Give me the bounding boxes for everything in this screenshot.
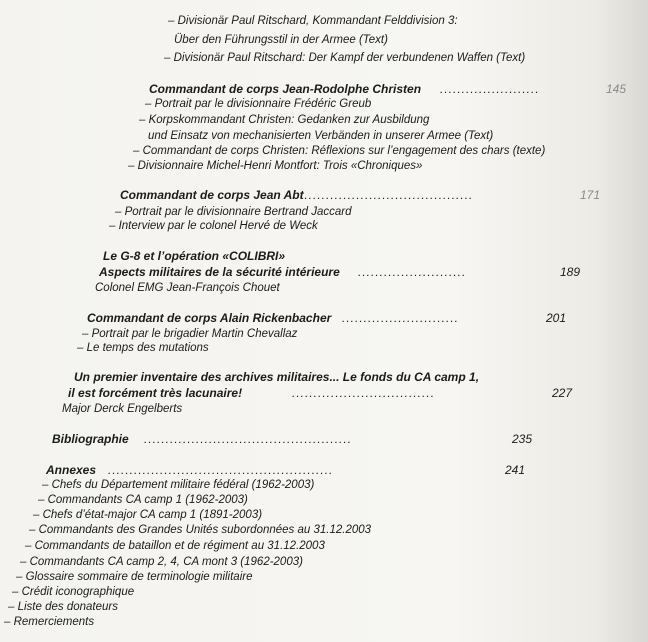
toc-item: – Portrait par le divisionnaire Frédéric Greub (145, 98, 372, 110)
toc-item: – Korpskommandant Christen: Gedanken zur Ausbildung (139, 114, 430, 126)
section-title-colibri: Le G-8 et l’opération «COLIBRI» (103, 249, 286, 263)
dot-leader: ........................................ (300, 188, 474, 202)
toc-item: – Commandants des Grandes Unités subordonnées au 31.12.2003 (29, 524, 372, 536)
toc-item: – Crédit iconographique (12, 586, 135, 598)
toc-item: Über den Führungsstil in der Armee (Text) (174, 34, 388, 46)
page-number: 227 (552, 386, 573, 400)
toc-item: – Commandant de corps Christen: Réflexions sur l’engagement des chars (texte) (133, 145, 546, 157)
toc-item: – Glossaire sommaire de terminologie militaire (16, 571, 253, 583)
dot-leader: ................................................ (144, 432, 353, 446)
toc-item: – Remerciements (4, 616, 95, 628)
toc-author: Colonel EMG Jean-François Chouet (95, 282, 280, 294)
page-number: 189 (560, 265, 581, 279)
dot-leader: ................................. (292, 386, 436, 400)
page-number: 235 (512, 432, 533, 446)
toc-item: – Commandants CA camp 2, 4, CA mont 3 (1962-2003) (20, 556, 303, 568)
page-number: 201 (546, 311, 567, 325)
section-title-colibri-line2: Aspects militaires de la sécurité intérieure (99, 265, 340, 279)
toc-item: – Portrait par le brigadier Martin Chevallaz (82, 328, 298, 340)
page-number: 241 (505, 463, 526, 477)
section-title-rickenbacher: Commandant de corps Alain Rickenbacher (87, 311, 332, 325)
toc-item: – Chefs du Département militaire fédéral (1962-2003) (42, 479, 315, 491)
section-title-archives: Un premier inventaire des archives militaires... Le fonds du CA camp 1, (74, 370, 480, 384)
section-title-archives-line2: il est forcément très lacunaire! (68, 386, 243, 400)
dot-leader: ........................... (342, 311, 460, 325)
dot-leader: .................................................... (108, 463, 334, 477)
toc-item: – Commandants CA camp 1 (1962-2003) (38, 494, 248, 506)
toc-author: Major Derck Engelberts (62, 403, 183, 415)
dot-leader: ....................... (440, 82, 540, 96)
page-number: 171 (580, 188, 601, 202)
toc-item: – Divisionnaire Michel-Henri Montfort: Trois «Chroniques» (128, 160, 423, 172)
section-title-bibliographie: Bibliographie (52, 432, 129, 446)
toc-item: – Interview par le colonel Hervé de Weck (109, 220, 318, 232)
toc-item: – Portrait par le divisionnaire Bertrand Jaccard (115, 206, 352, 218)
toc-item: und Einsatz von mechanisierten Verbänden in unserer Armee (Text) (148, 130, 494, 142)
section-title-annexes: Annexes (46, 463, 97, 477)
toc-item: – Divisionär Paul Ritschard, Kommandant Felddivision 3: (168, 15, 458, 27)
page-number: 145 (606, 82, 627, 96)
toc-item: – Divisionär Paul Ritschard: Der Kampf der verbundenen Waffen (Text) (164, 52, 526, 64)
toc-item: – Le temps des mutations (77, 342, 209, 354)
toc-item: – Liste des donateurs (8, 601, 118, 613)
dot-leader: ......................... (358, 265, 467, 279)
section-title-christen: Commandant de corps Jean-Rodolphe Christen (149, 82, 422, 96)
toc-item: – Chefs d’état-major CA camp 1 (1891-2003) (33, 509, 263, 521)
section-title-abt: Commandant de corps Jean Abt (120, 188, 304, 202)
toc-item: – Commandants de bataillon et de régiment au 31.12.2003 (25, 540, 325, 552)
